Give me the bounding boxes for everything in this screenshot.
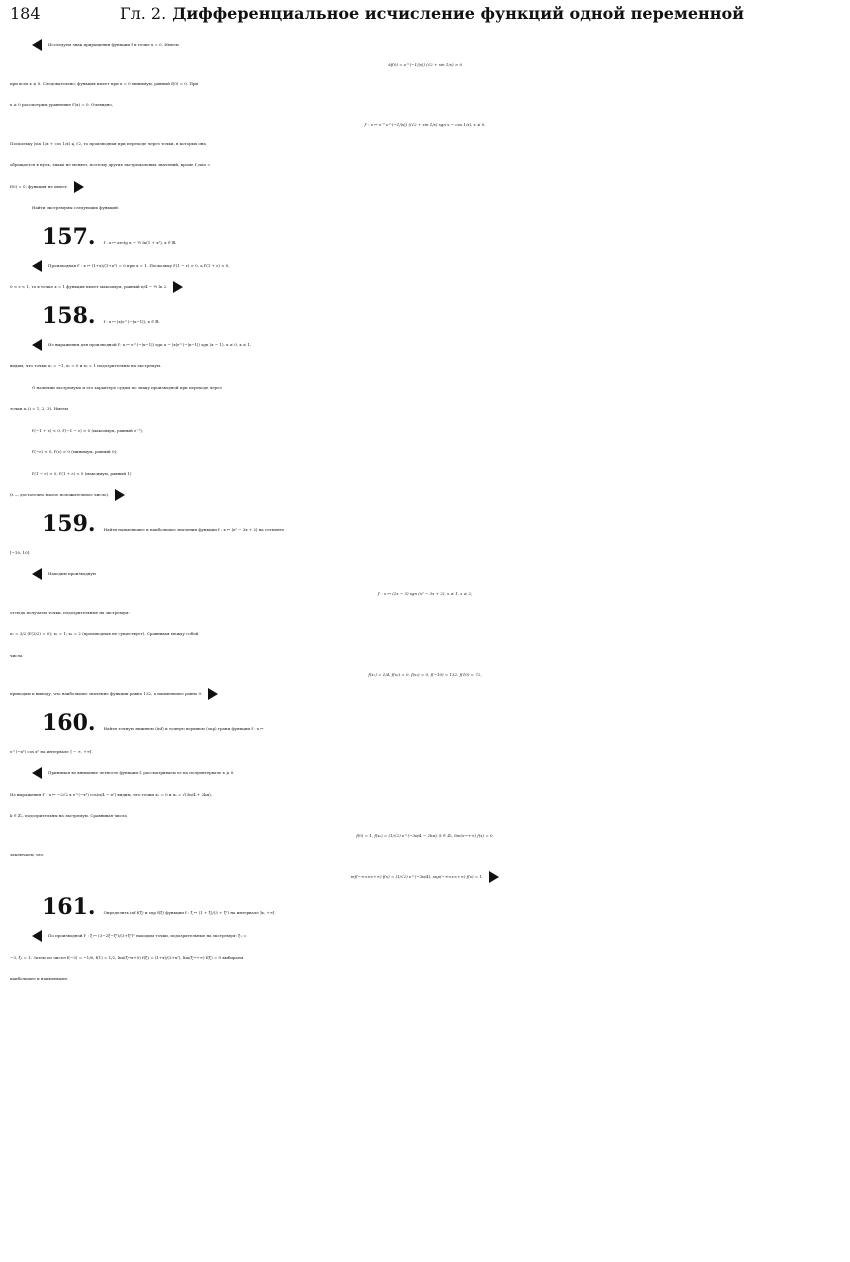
- line-text: Принимая во внимание четность функции f, рассматриваем ее на полуинтервале x ⩾ 0.: [48, 770, 235, 775]
- line-text: По производной f′ : ξ ↦ (3−2ξ−ξ²)/(3+ξ²)² находим точки, подозрительные на экстремум: ξ₁ =: [48, 933, 247, 938]
- text-line: [10, 741, 840, 763]
- line-text: f(0) = 0, функция не имеет.: [10, 183, 69, 189]
- running-header: [10, 4, 840, 34]
- text-line: [10, 197, 840, 219]
- line-text: x ≠ 0 рассмотрим уравнение f′(x) = 0. Очевидно,: [10, 102, 114, 107]
- line-text: Найти наименьшее и наибольшее значения функции f : x ↦ |x² − 3x + 2| на сегменте: [103, 526, 285, 532]
- line-text: приходим к выводу, что наибольшее значение функции равно 132, а наименьшее равно 0.: [10, 691, 203, 696]
- line-text: наибольшее и наименьшее.: [10, 976, 69, 981]
- line-text: О наличии экстремума и его характере судим по знаку производной при переходе через: [32, 384, 222, 390]
- problem-number: 158.: [42, 302, 96, 329]
- text-line: [10, 844, 840, 866]
- line-text: видим, что точки x₁ = −1, x₂ = 0 и x₃ = 1 подозрительны на экстремум.: [10, 363, 162, 368]
- text-line: [10, 484, 840, 506]
- text-line: [10, 602, 840, 624]
- problem-number: 161.: [42, 894, 96, 920]
- line-text: f′(1 − ε) > 0, f′(1 + ε) < 0 (максимум, равный 1): [32, 470, 132, 476]
- solution-start-mark-icon: [32, 767, 42, 779]
- line-text: Из выражения для производной f′: x ↦ e^(−|x−1|) sgn x − |x|e^(−|x−1|) sgn (x − 1), x ≠ 0, x ≠ 1,: [48, 341, 252, 347]
- line-text: f′ : x ↦ x⁻² e^(−1/|x|) ((√2 + sin 1/x) sgn x − cos 1/x), x ≠ 0.: [364, 121, 486, 127]
- line-text: f : x ↦ |x|e^(−|x−1|), x ∈ ℝ.: [103, 318, 161, 324]
- line-text: (ε — достаточно малое положительное число).: [10, 492, 110, 497]
- line-text: f′(−1 + ε) < 0, f′(−1 − ε) > 0 (максимум, равный e⁻²);: [32, 427, 143, 433]
- solution-start-mark-icon: [32, 39, 42, 51]
- text-line: [10, 255, 840, 277]
- text-line: [10, 463, 840, 485]
- line-text: заключаем, что: [10, 851, 44, 857]
- chapter-label: Гл. 2.: [120, 4, 167, 23]
- text-line: [10, 441, 840, 463]
- line-text: Из выражения f′ : x ↦ −2√2 x e^(−x²) cos(π/4 − x²) видим, что точки x₁ = 0 и xₖ = √(3π/4 + 2kπ),: [10, 791, 212, 797]
- text-line: [10, 133, 840, 155]
- line-text: Находим производную: [48, 571, 97, 576]
- line-text: inf(−∞<x<+∞) f(x) = (1/√2) e^(−3π/4), sup(−∞<x<+∞) f(x) = 1.: [350, 874, 484, 879]
- page-body: [10, 34, 840, 990]
- text-line: [10, 420, 840, 442]
- solution-start-mark-icon: [32, 930, 42, 942]
- line-text: [−10, 10].: [10, 549, 31, 555]
- line-text: f(0) = 1, f(xₖ) = (1/√2) e^(−3π/4 − 2kπ), k ∈ ℤ₀, lim(x→+∞) f(x) = 0,: [356, 832, 494, 838]
- line-text: отсюда получаем точки, подозрительные на экстремум:: [10, 609, 130, 615]
- text-line: [10, 398, 840, 420]
- line-text: Найти экстремумы следующих функций:: [32, 205, 120, 210]
- line-text: Производная f′ : x ↦ (1+x)/(1+x²) = 0 при x = 1. Поскольку f′(1 − ε) > 0, а f′(1 + ε) < 0,: [48, 262, 230, 268]
- text-line: [10, 34, 840, 56]
- line-text: −3, ξ₂ = 1. Затем из чисел f(−3) = −1/6, f(1) = 1/2, lim(ξ→x+0) f(ξ) = (1+x)/(3+x²), lim(ξ→+∞) f(ξ) = 0 выбираем: [10, 954, 244, 960]
- text-line: [10, 334, 840, 356]
- text-line: [10, 805, 840, 827]
- line-text: Δf(0) = e^(−1/|x|) (√2 + sin 1/x) > 0: [387, 61, 463, 67]
- solution-end-mark-icon: [74, 181, 84, 193]
- line-text: f′ : x ↦ (2x − 3) sgn (x² − 3x + 2), x ≠ 1, x ≠ 2;: [377, 590, 473, 596]
- problem-number: 159.: [42, 510, 96, 537]
- text-line: [10, 154, 840, 176]
- solution-end-mark-icon: [489, 871, 499, 883]
- solution-start-mark-icon: [32, 568, 42, 580]
- line-text: f(x₁) = 1/4, f(x₂) = 0, f(x₃) = 0, f(−10) = 132, f(10) = 72,: [368, 672, 482, 677]
- text-line: [10, 176, 840, 198]
- chapter-title: Дифференциальное исчисление функций одной переменной: [172, 4, 744, 23]
- solution-end-mark-icon: [208, 688, 218, 700]
- page-number: 184: [10, 4, 41, 23]
- line-text: Определить inf f(ξ) и sup f(ξ) функции f : ξ ↦ (1 + ξ)/(3 + ξ²) на интервале ]x, +∞[.: [103, 910, 276, 915]
- line-text: числа: [10, 652, 23, 658]
- page: [10, 4, 840, 990]
- text-line: [10, 683, 840, 705]
- text-line: [10, 623, 840, 645]
- line-text: Найти точную нижнюю (inf) и точную верхнюю (sup) грани функции f : x ↦: [103, 725, 264, 731]
- line-text: k ∈ ℤ₀, подозрительны на экстремум. Сравнивая числа: [10, 813, 127, 818]
- problem-line: [10, 895, 840, 925]
- text-line: [10, 968, 840, 990]
- text-line: [10, 542, 840, 564]
- line-text: обращается в нуль, знака не меняет, поэтому других экстремальных значений, кроме f_min =: [10, 162, 211, 167]
- formula-line: [10, 871, 840, 883]
- problem-line: [10, 225, 840, 255]
- line-text: f : x ↦ arctg x − ½ ln(1 + x²), x ∈ ℝ.: [103, 239, 177, 245]
- text-line: [10, 355, 840, 377]
- solution-end-mark-icon: [115, 489, 125, 501]
- solution-start-mark-icon: [32, 339, 42, 351]
- problem-line: [10, 711, 840, 741]
- text-line: [10, 925, 840, 947]
- line-text: x₁ = 3/2 (f′(3/2) = 0); x₂ = 1; x₃ = 2 (производная не существует). Сравнивая между собой: [10, 631, 199, 636]
- problem-number: 157.: [42, 223, 96, 250]
- text-line: [10, 784, 840, 806]
- text-line: [10, 762, 840, 784]
- solution-start-mark-icon: [32, 260, 42, 272]
- text-line: [10, 94, 840, 116]
- text-line: [10, 563, 840, 585]
- line-text: при всех x ≠ 0. Следовательно, функция имеет при x = 0 минимум, равный f(0) = 0. При: [10, 80, 199, 86]
- problem-line: [10, 304, 840, 334]
- line-text: f′(−ε) < 0, f′(ε) > 0 (минимум, равный 0);: [32, 449, 118, 454]
- text-line: [10, 377, 840, 399]
- line-text: 0 < ε < 1, то в точке x = 1 функция имеет максимум, равный π/4 − ½ ln 2.: [10, 284, 168, 289]
- text-line: [10, 276, 840, 298]
- problem-line: [10, 512, 840, 542]
- line-text: Исследуем знак приращения функции f в точке x = 0. Имеем: [48, 42, 179, 47]
- text-line: [10, 645, 840, 667]
- solution-end-mark-icon: [173, 281, 183, 293]
- text-line: [10, 73, 840, 95]
- line-text: точки xᵢ (i = 1, 2, 3). Имеем: [10, 406, 69, 411]
- text-line: [10, 947, 840, 969]
- line-text: Поскольку |sin 1/x + cos 1/x| ⩽ √2, то производная при переходе через точки, в которых она: [10, 140, 206, 146]
- line-text: e^(−x²) cos x² на интервале ] − ∞, +∞[.: [10, 748, 93, 754]
- problem-number: 160.: [42, 709, 96, 736]
